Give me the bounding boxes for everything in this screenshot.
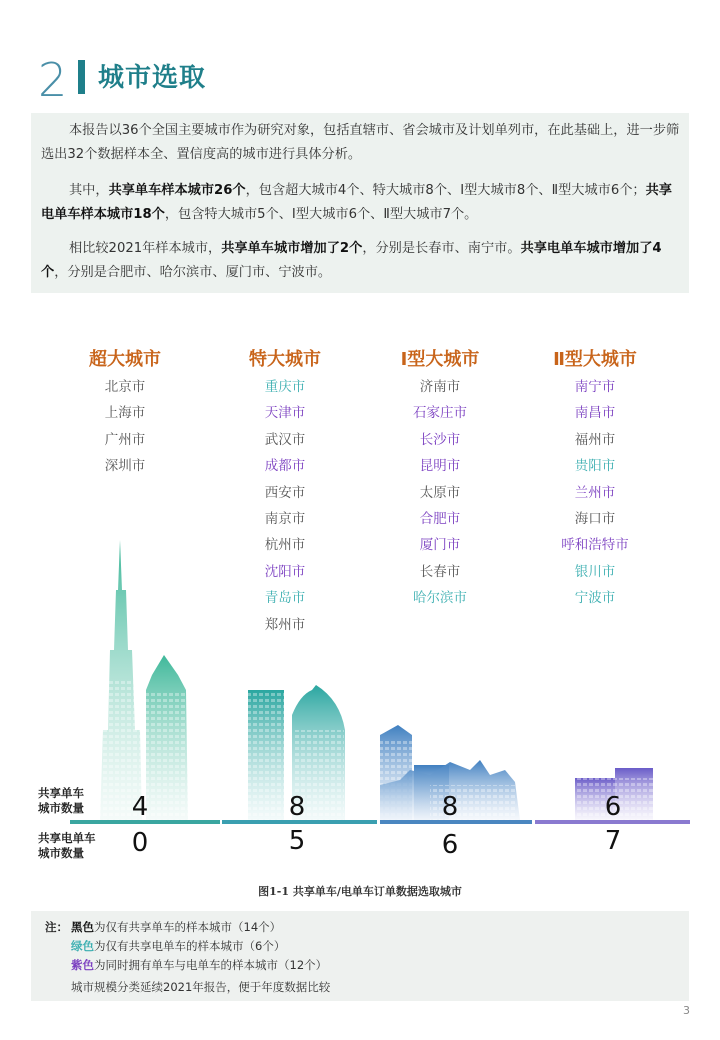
bike-count-type1: 8 — [441, 792, 459, 822]
column-title-2: Ⅰ型大城市 — [400, 349, 480, 370]
city-item: 南宁市 — [574, 379, 616, 395]
ebike-count-type2: 7 — [604, 826, 622, 856]
ebike-count-supercity: 5 — [288, 826, 306, 856]
city-item: 宁波市 — [574, 590, 616, 607]
row-label-bike: 共享单车 城市数量 — [38, 786, 84, 815]
skyline-illustration — [0, 530, 720, 830]
city-item: 青岛市 — [264, 590, 306, 607]
intro-paragraph-2: 其中，共享单车样本城市26个，包含超大城市4个、特大城市8个、Ⅰ型大城市8个、Ⅱ型大城市6个；共享电单车样本城市18个，包含特大城市5个、Ⅰ型大城市6个、Ⅱ型大城市7个。 — [41, 183, 672, 222]
city-item: 太原市 — [419, 484, 461, 501]
city-item: 福州市 — [574, 431, 616, 448]
city-item: 重庆市 — [264, 379, 306, 395]
ebike-count-type1: 6 — [441, 830, 459, 860]
city-item: 兰州市 — [574, 484, 616, 501]
column-title-1: 特大城市 — [249, 349, 321, 370]
city-item: 银川市 — [574, 563, 616, 580]
city-item: 深圳市 — [104, 458, 146, 475]
note-line-4: 城市规模分类延续2021年报告，便于年度数据比较 — [71, 980, 331, 994]
city-item: 贵阳市 — [574, 458, 616, 475]
city-item: 郑州市 — [264, 616, 306, 633]
city-item: 呼和浩特市 — [561, 537, 629, 554]
intro-paragraph-3: 相比较2021年样本城市，共享单车城市增加了2个，分别是长春市、南宁市。共享电单车城市增加了4个，分别是合肥市、哈尔滨市、厦门市、宁波市。 — [41, 241, 662, 280]
section-number: 2 — [38, 53, 68, 107]
city-item: 长春市 — [419, 563, 461, 580]
city-item: 武汉市 — [264, 431, 306, 448]
city-item: 济南市 — [419, 379, 461, 395]
bike-count-megacity: 4 — [131, 792, 149, 822]
section-bar — [78, 60, 85, 94]
city-item: 长沙市 — [419, 431, 461, 448]
figure-caption: 图1-1 共享单车/电单车订单数据选取城市 — [258, 885, 462, 898]
note-line-1: 黑色为仅有共享单车的样本城市（14个） — [71, 920, 282, 934]
city-item: 成都市 — [264, 458, 306, 475]
column-title-0: 超大城市 — [89, 349, 161, 370]
city-item: 杭州市 — [264, 537, 306, 554]
bike-count-type2: 6 — [604, 792, 622, 822]
city-item: 沈阳市 — [264, 563, 306, 580]
ebike-count-megacity: 0 — [131, 828, 149, 858]
skyline-supertall — [100, 540, 188, 820]
page-number: 3 — [683, 1004, 690, 1017]
note-label: 注： — [45, 920, 68, 934]
bike-count-supercity: 8 — [288, 792, 306, 822]
city-item: 上海市 — [104, 405, 146, 422]
city-item: 昆明市 — [419, 458, 461, 475]
note-line-2: 绿色为仅有共享电单车的样本城市（6个） — [71, 939, 286, 953]
city-item: 北京市 — [104, 379, 146, 395]
city-item: 海口市 — [574, 511, 616, 527]
city-item: 天津市 — [264, 405, 306, 422]
city-item: 南昌市 — [574, 405, 616, 422]
intro-paragraph-1: 本报告以36个全国主要城市作为研究对象，包括直辖市、省会城市及计划单列市，在此基础上，进一步筛选出32个数据样本全、置信度高的城市进行具体分析。 — [41, 123, 680, 162]
note-line-3: 紫色为同时拥有单车与电单车的样本城市（12个） — [71, 958, 328, 972]
city-item: 广州市 — [104, 431, 146, 448]
city-item: 合肥市 — [419, 511, 461, 527]
column-title-3: Ⅱ型大城市 — [553, 349, 637, 370]
city-item: 哈尔滨市 — [413, 590, 467, 607]
intro-box — [31, 113, 689, 293]
city-item: 厦门市 — [419, 537, 461, 554]
city-item: 西安市 — [264, 484, 306, 501]
city-item: 南京市 — [264, 511, 306, 527]
city-item: 石家庄市 — [413, 405, 467, 422]
section-title: 城市选取 — [98, 63, 207, 93]
row-label-ebike: 共享电单车 城市数量 — [38, 831, 96, 860]
note-box — [31, 911, 689, 1001]
